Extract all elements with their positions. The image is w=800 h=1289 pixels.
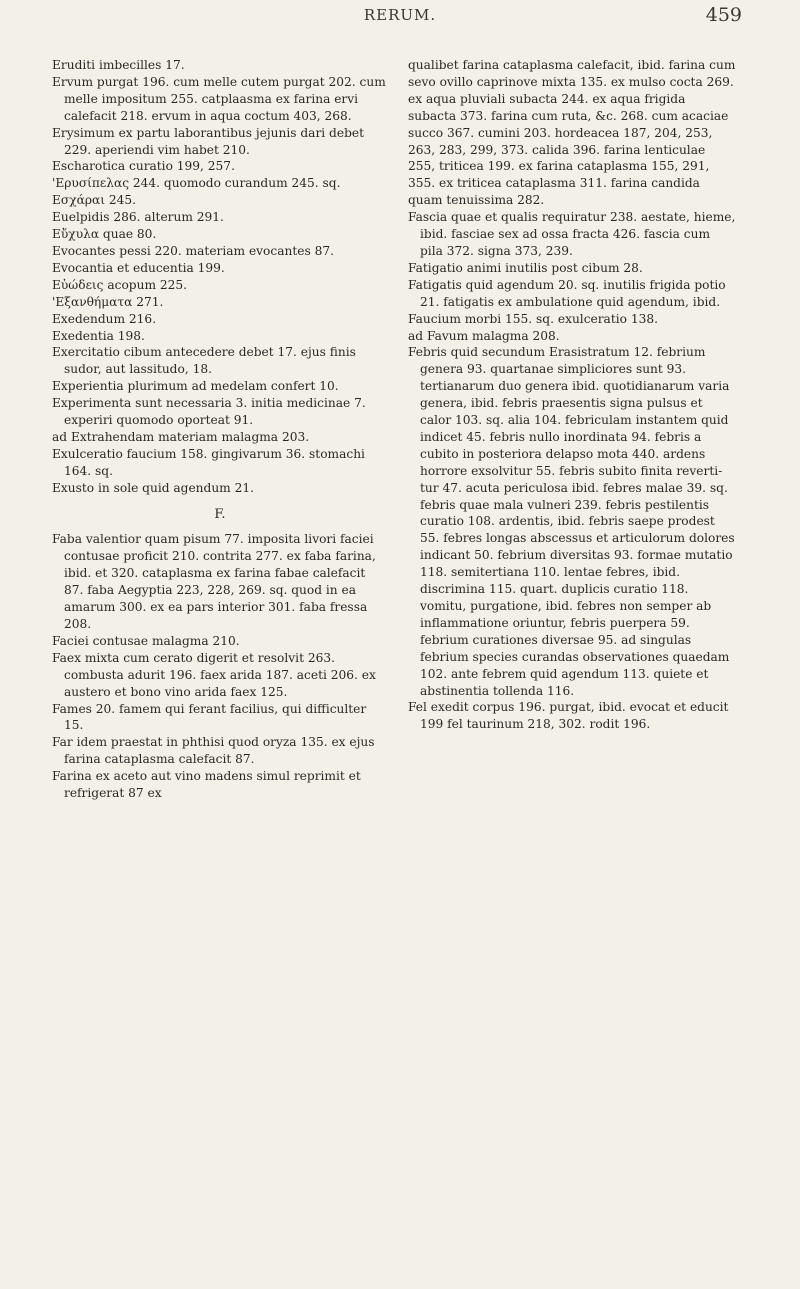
index-entry: Euelpidis 286. alterum 291. [52, 210, 224, 225]
index-entry: Fatigatio animi inutilis post cibum 28. [408, 260, 643, 275]
index-entry: 'Ερυσίπελας 244. quomodo curandum 245. sq. [52, 176, 341, 191]
index-entry: Faucium morbi 155. sq. exulceratio 138. [408, 311, 658, 326]
page-number: 459 [705, 4, 742, 26]
index-entry: Febris quid secundum Erasistratum 12. febrium genera 93. quartanae simpliciores sunt 93. tertianarum duo genera ibid. quotidianarum varia genera, ibid. febris praesentis signa pulsus et calor 103. sq. alia 104. febriculam instantem quid indicet 45. febris nullo inordinata 94. febris a cubito in posteriora delapso mota 440. ardens horrore exsolvitur 55. febris subito finita reverti-tur 47. acuta periculosa ibid. febres malae 39. sq. febris quae mala vulneri 239. febris pestilentis curatio 108. ardentis, ibid. febris saepe prodest 55. febres longas abscessus et articulorum dolores indicant 50. febrium diversitas 93. formae mutatio 118. semitertiana 110. lentae febres, ibid. discrimina 115. quart. duplicis curatio 118. vomitu, purgatione, ibid. febres non semper ab inflammatione oriuntur, febris puerpera 59. febrium curationes diversae 95. ad singulas febrium species curandas observationes quaedam 102. ante febrem quid agendum 113. quiete et abstinentia tollenda 116. [408, 345, 735, 698]
index-entry-continued: qualibet farina cataplasma calefacit, ibid. farina cum sevo ovillo caprinove mixta 135. ex mulso cocta 269. ex aqua pluviali subacta 244. ex aqua frigida subacta 373. farina cum ruta, &c. 268. cum acaciae succo 367. cumini 203. hordeacea 187, 204, 253, 263, 283, 299, 373. calida 396. farina lenticulae 255, triticea 199. ex farina cataplasma 155, 291, 355. ex triticea cataplasma 311. farina candida quam tenuissima 282. [408, 58, 736, 208]
index-entry: Experientia plurimum ad medelam confert 10. [52, 379, 339, 394]
index-entry: 'Εξανθήματα 271. [52, 294, 164, 309]
index-entry: Exercitatio cibum antecedere debet 17. ejus finis sudor, aut lassitudo, 18. [52, 345, 356, 377]
letter-heading-f: F. [214, 506, 226, 522]
index-entry: Evocantes pessi 220. materiam evocantes 87. [52, 243, 334, 258]
index-entry: Exedentia 198. [52, 328, 145, 343]
index-entry: Ervum purgat 196. cum melle cutem purgat 202. cum melle impositum 255. catplaasma ex farina ervi calefacit 218. ervum in aqua coctum 403, 268. [52, 74, 386, 123]
index-entry: Fascia quae et qualis requiratur 238. aestate, hieme, ibid. fasciae sex ad ossa fracta 426. fascia cum pila 372. signa 373, 239. [408, 210, 736, 258]
index-entry: Εὔχυλα quae 80. [52, 227, 157, 242]
index-entry: Exusto in sole quid agendum 21. [52, 480, 254, 495]
index-entry: Faciei contusae malagma 210. [52, 633, 240, 648]
index-entry: Exedendum 216. [52, 311, 157, 326]
index-column-right [408, 57, 736, 733]
index-entry: Experimenta sunt necessaria 3. initia medicinae 7. experiri quomodo oporteat 91. [52, 396, 366, 428]
index-entry: Farina ex aceto aut vino madens simul reprimit et refrigerat 87 ex [52, 769, 361, 801]
index-entry: Fel exedit corpus 196. purgat, ibid. evocat et educit 199 fel taurinum 218, 302. rodit 196. [408, 700, 729, 732]
index-entry: ad Favum malagma 208. [408, 328, 560, 343]
running-title: RERUM. [363, 6, 437, 24]
index-entry: Faex mixta cum cerato digerit et resolvit 263. combusta adurit 196. faex arida 187. aceti 206. ex austero et bono vino arida faex 125. [52, 650, 376, 699]
index-entry: Fatigatis quid agendum 20. sq. inutilis frigida potio 21. fatigatis ex ambulatione quid agendum, ibid. [408, 277, 726, 309]
index-entry: Escharotica curatio 199, 257. [52, 159, 235, 174]
index-entry: Erysimum ex partu laborantibus jejunis dari debet 229. aperiendi vim habet 210. [52, 125, 364, 157]
index-entry: Far idem praestat in phthisi quod oryza 135. ex ejus farina cataplasma calefacit 87. [52, 735, 375, 767]
index-entry: Faba valentior quam pisum 77. imposita livori faciei contusae proficit 210. contrita 277. ex faba farina, ibid. et 320. cataplasma ex farina fabae calefacit 87. faba Aegyptia 223, 228, 269. sq. quod in ea amarum 300. ex ea pars interior 301. faba fressa 208. [52, 532, 376, 631]
index-entry: Εὐώδεις acopum 225. [52, 277, 188, 292]
index-column-left [52, 57, 388, 802]
index-entry: Eruditi imbecilles 17. [52, 58, 185, 72]
index-entry: Fames 20. famem qui ferant facilius, qui difficulter 15. [52, 701, 367, 733]
index-entry: Evocantia et educentia 199. [52, 260, 225, 275]
index-entry: Εσχάραι 245. [52, 193, 137, 208]
index-entry: ad Extrahendam materiam malagma 203. [52, 429, 310, 444]
index-entry: Exulceratio faucium 158. gingivarum 36. stomachi 164. sq. [52, 446, 365, 478]
